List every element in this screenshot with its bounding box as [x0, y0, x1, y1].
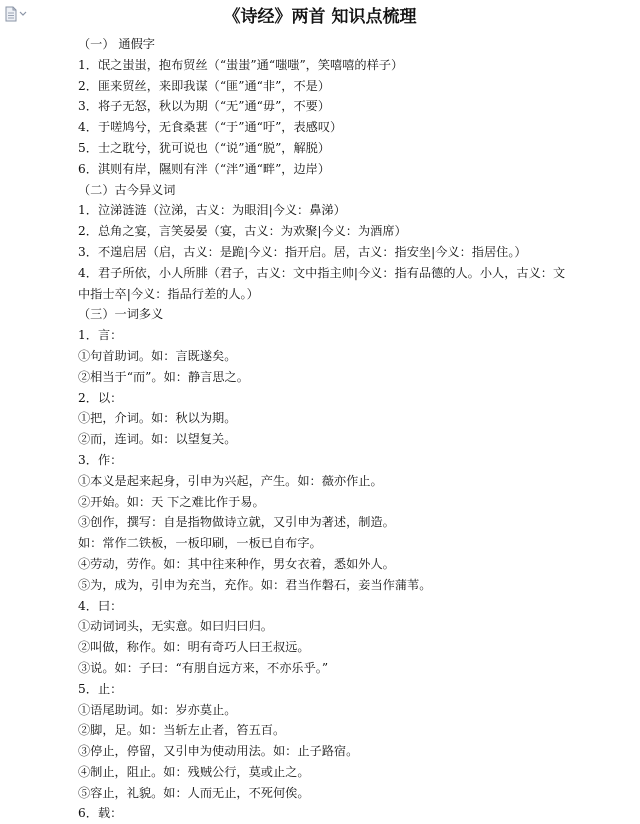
document-title: 《诗经》两首 知识点梳理: [223, 7, 417, 27]
text-line: （三）一词多义: [78, 307, 164, 322]
document-body: [78, 34, 638, 824]
text-line: （二）古今异义词: [78, 182, 176, 197]
text-line: 2．以：: [78, 390, 123, 405]
text-line: ③说。如：子曰：“有朋自远方来，不亦乐乎。”: [78, 660, 329, 675]
text-line: 如：常作二铁板，一板印刷，一板已自布字。: [78, 536, 322, 551]
text-line: 1．氓之蚩蚩，抱布贸丝（“蚩蚩”通“嗤嗤”，笑嘻嘻的样子）: [78, 57, 404, 72]
text-line: ③创作，撰写：自是指物做诗立就，又引申为著述，制造。: [78, 515, 395, 530]
text-line: ③停止，停留，又引申为使动用法。如：止子路宿。: [78, 744, 359, 759]
text-line: ①把，介词。如：秋以为期。: [78, 411, 237, 426]
text-line: ①动词词头，无实意。如曰归曰归。: [78, 619, 273, 634]
text-line: 4．曰：: [78, 598, 123, 613]
text-line: ④制止，阻止。如：残贼公行，莫或止之。: [78, 764, 310, 779]
text-line: ⑤容止，礼貌。如：人而无止，不死何俟。: [78, 785, 310, 800]
text-line: 3．作：: [78, 452, 123, 467]
text-line: ②叫做，称作。如：明有奇巧人曰王叔远。: [78, 640, 310, 655]
text-line: ②开始。如：天 下之难比作于易。: [78, 494, 265, 509]
text-line: 1．泣涕涟涟（泣涕，古义：为眼泪|今义：鼻涕）: [78, 203, 346, 218]
text-line: ①本义是起来起身，引申为兴起，产生。如：薇亦作止。: [78, 473, 383, 488]
text-line: 2．匪来贸丝，来即我谋（“匪”通“非”，不是）: [78, 78, 331, 93]
text-line: 5．士之耽兮，犹可说也（“说”通“脱”，解脱）: [78, 140, 331, 155]
text-line: 4．于嗟鸠兮，无食桑葚（“于”通“吁”，表感叹）: [78, 120, 343, 135]
text-line: ②而，连词。如：以望复关。: [78, 432, 237, 447]
text-line: ②相当于“而”。如：静言思之。: [78, 369, 249, 384]
text-line: 4．君子所依，小人所腓（君子，古义：文中指主帅|今义：指有品德的人。小人，古义：文: [78, 265, 566, 280]
text-line: ⑤为，成为，引申为充当，充作。如：君当作磐石，妾当作蒲苇。: [78, 577, 432, 592]
text-line: 2．总角之宴，言笑晏晏（宴，古义：为欢聚|今义：为酒席）: [78, 224, 407, 239]
text-line: 1．言：: [78, 328, 123, 343]
text-line: ①句首助词。如：言既遂矣。: [78, 348, 237, 363]
text-line: 5．止：: [78, 681, 123, 696]
text-line: 6．淇则有岸，隰则有泮（“泮”通“畔”，边岸）: [78, 161, 331, 176]
text-line: 3．不遑启居（启，古义：是跪|今义：指开启。居，古义：指安坐|今义：指居住。）: [78, 244, 527, 259]
text-line: 3．将子无怒，秋以为期（“无”通“毋”，不要）: [78, 99, 331, 114]
text-line: 6．载：: [78, 806, 123, 821]
text-line: ②脚，足。如：当斩左止者，笞五百。: [78, 723, 286, 738]
text-line: ①语尾助词。如：岁亦莫止。: [78, 702, 237, 717]
text-line: （一） 通假字: [78, 37, 155, 51]
text-line: ④劳动，劳作。如：其中往来种作，男女衣着，悉如外人。: [78, 556, 395, 571]
text-line: 中指士卒|今义：指品行差的人。）: [78, 286, 259, 301]
